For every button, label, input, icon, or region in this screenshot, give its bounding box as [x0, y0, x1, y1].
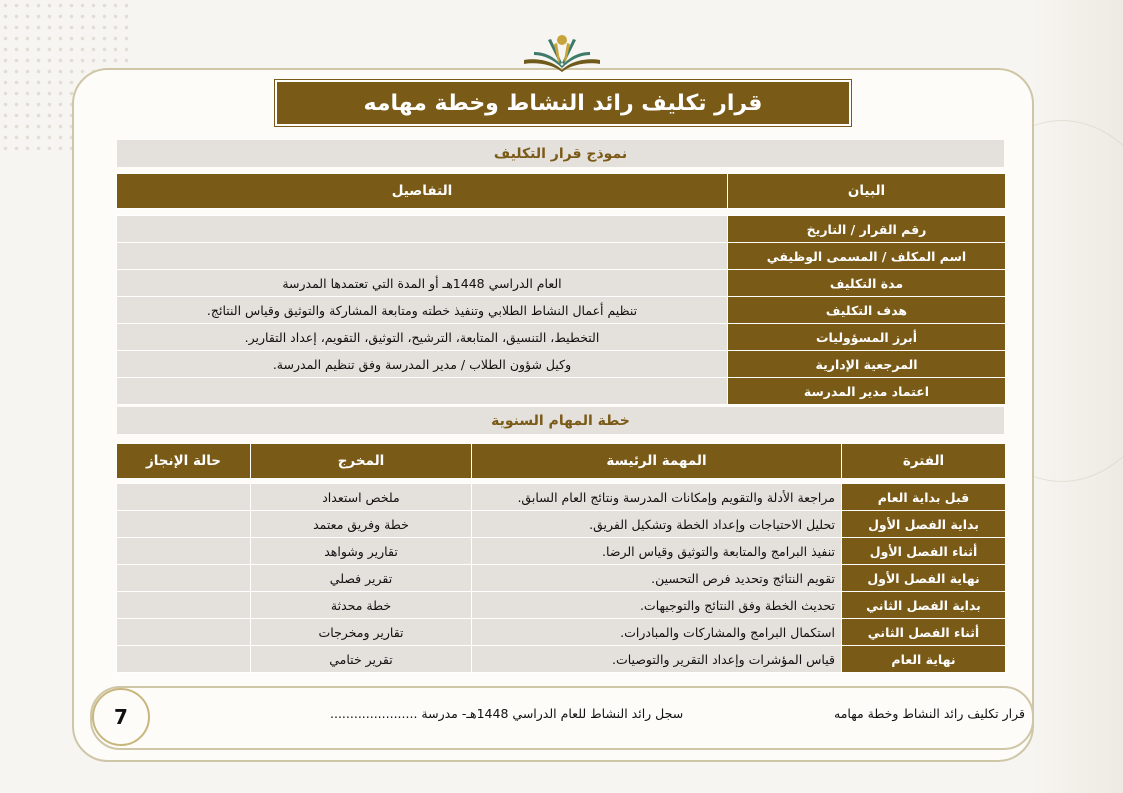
output-cell: تقارير وشواهد — [251, 538, 472, 565]
period-cell: نهاية الفصل الأول — [842, 565, 1006, 592]
period-cell: بداية الفصل الأول — [842, 511, 1006, 538]
page-number: 7 — [92, 688, 150, 746]
table-row — [117, 484, 1006, 511]
table-row — [117, 324, 1006, 351]
header-status: حالة الإنجاز — [117, 444, 251, 479]
assignment-section-title: نموذج قرار التكليف — [117, 140, 1004, 167]
task-cell: تحليل الاحتياجات وإعداد الخطة وتشكيل الفريق. — [472, 511, 842, 538]
page-title: قرار تكليف رائد النشاط وخطة مهامه — [275, 80, 851, 126]
output-cell: تقرير ختامي — [251, 646, 472, 673]
header-period: الفترة — [842, 444, 1006, 479]
row-value — [117, 243, 728, 270]
period-cell: قبل بداية العام — [842, 484, 1006, 511]
footer-record-label: سجل رائد النشاط للعام الدراسي 1448هـ- مدرسة ...................... — [330, 706, 684, 721]
row-value: تنظيم أعمال النشاط الطلابي وتنفيذ خطته ومتابعة المشاركة والتوثيق وقياس النتائج. — [117, 297, 728, 324]
period-cell: نهاية العام — [842, 646, 1006, 673]
task-cell: قياس المؤشرات وإعداد التقرير والتوصيات. — [472, 646, 842, 673]
footer-title: قرار تكليف رائد النشاط وخطة مهامه — [834, 706, 1025, 721]
status-cell — [117, 538, 251, 565]
task-cell: استكمال البرامج والمشاركات والمبادرات. — [472, 619, 842, 646]
table-row — [117, 619, 1006, 646]
header-details: التفاصيل — [117, 174, 728, 209]
table-row — [117, 270, 1006, 297]
row-value: العام الدراسي 1448هـ أو المدة التي تعتمدها المدرسة — [117, 270, 728, 297]
row-label: أبرز المسؤوليات — [728, 324, 1006, 351]
table-row — [117, 565, 1006, 592]
output-cell: تقرير فصلي — [251, 565, 472, 592]
output-cell: ملخص استعداد — [251, 484, 472, 511]
annual-plan-section-title: خطة المهام السنوية — [117, 407, 1004, 434]
status-cell — [117, 619, 251, 646]
task-cell: تقويم النتائج وتحديد فرص التحسين. — [472, 565, 842, 592]
output-cell: تقارير ومخرجات — [251, 619, 472, 646]
status-cell — [117, 592, 251, 619]
status-cell — [117, 511, 251, 538]
period-cell: أثناء الفصل الثاني — [842, 619, 1006, 646]
row-value — [117, 216, 728, 243]
row-label: المرجعية الإدارية — [728, 351, 1006, 378]
row-value: التخطيط، التنسيق، المتابعة، الترشيح، التوثيق، التقويم، إعداد التقارير. — [117, 324, 728, 351]
output-cell: خطة محدثة — [251, 592, 472, 619]
status-cell — [117, 565, 251, 592]
assignment-table — [116, 173, 1006, 405]
table-row — [117, 592, 1006, 619]
table-row — [117, 511, 1006, 538]
row-label: اعتماد مدير المدرسة — [728, 378, 1006, 405]
header-output: المخرج — [251, 444, 472, 479]
row-label: مدة التكليف — [728, 270, 1006, 297]
open-book-logo-icon — [518, 30, 606, 74]
header-label: البيان — [728, 174, 1006, 209]
table-row — [117, 378, 1006, 405]
status-cell — [117, 646, 251, 673]
task-cell: تحديث الخطة وفق النتائج والتوجيهات. — [472, 592, 842, 619]
status-cell — [117, 484, 251, 511]
period-cell: بداية الفصل الثاني — [842, 592, 1006, 619]
row-label: اسم المكلف / المسمى الوظيفي — [728, 243, 1006, 270]
row-label: هدف التكليف — [728, 297, 1006, 324]
table-row — [117, 216, 1006, 243]
table-row — [117, 243, 1006, 270]
table-row — [117, 297, 1006, 324]
period-cell: أثناء الفصل الأول — [842, 538, 1006, 565]
table-row — [117, 351, 1006, 378]
task-cell: مراجعة الأدلة والتقويم وإمكانات المدرسة ونتائج العام السابق. — [472, 484, 842, 511]
output-cell: خطة وفريق معتمد — [251, 511, 472, 538]
task-cell: تنفيذ البرامج والمتابعة والتوثيق وقياس الرضا. — [472, 538, 842, 565]
header-task: المهمة الرئيسة — [472, 444, 842, 479]
row-value — [117, 378, 728, 405]
annual-plan-table — [116, 443, 1006, 673]
row-value: وكيل شؤون الطلاب / مدير المدرسة وفق تنظيم المدرسة. — [117, 351, 728, 378]
row-label: رقم القرار / التاريخ — [728, 216, 1006, 243]
table-row — [117, 646, 1006, 673]
table-row — [117, 538, 1006, 565]
